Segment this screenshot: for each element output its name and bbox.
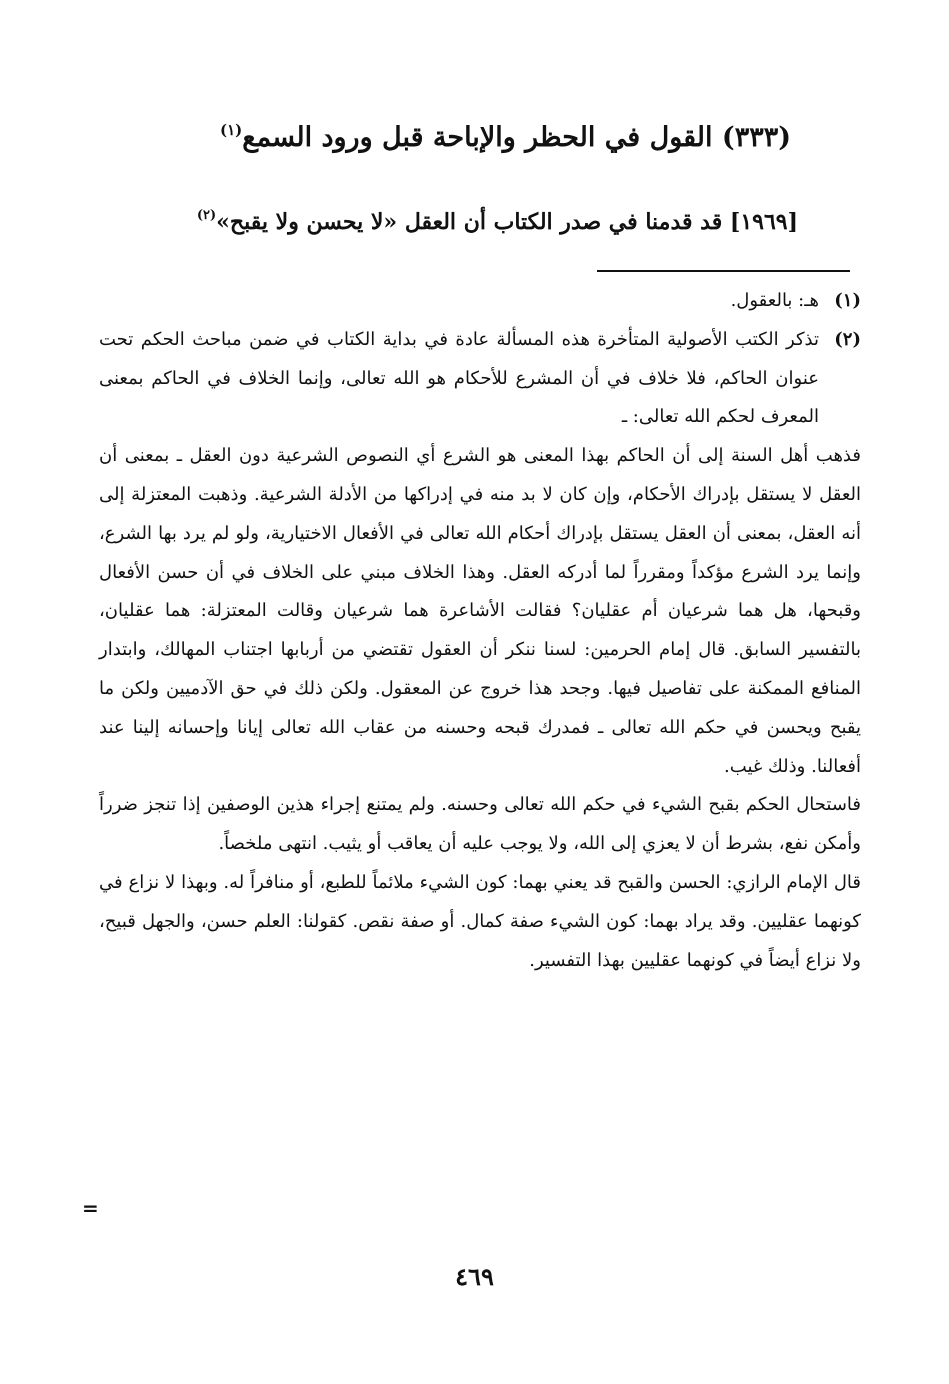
footnote-text <box>99 282 819 321</box>
footnote-paragraph: فاستحال الحكم بقبح الشيء في حكم الله تعالى وحسنه. ولم يمتنع إجراء هذين الوصفين إذا تنجز ضرراً وأمكن نفع، بشرط أن لا يعزي إلى الله، ولا يوجب عليه أن يعاقب أو يثيب. انتهى ملخصاً. <box>99 794 861 855</box>
main-paragraph <box>98 196 798 242</box>
page-number: ٤٦٩ <box>455 1262 494 1291</box>
footnote-paragraph: فذهب أهل السنة إلى أن الحاكم بهذا المعنى هو الشرع أي النصوص الشرعية دون العقل ـ بمعنى أن العقل لا يستقل بإدراك الأحكام، وإن كان لا بد منه في إدراكها من الأدلة الشرعية. وذهبت المعتزلة إلى أنه العقل، بمعنى أن العقل يستقل بإدراك أحكام الله تعالى في الأفعال الاختيارية، ولو لم يرد بها الشرع، وإنما يرد الشرع مؤكداً ومقرراً لما أدركه العقل. وهذا الخلاف مبني على الخلاف في أن حسن الأفعال وقبحها، هل هما شرعيان أم عقليان؟ فقالت الأشاعرة هما شرعيان وقالت المعتزلة: هما عقليان، بالتفسير السابق. قال إمام الحرمين: لسنا ننكر أن العقول تقتضي من أربابها اجتناب المهالك، وابتدار المنافع الممكنة على تفاصيل فيها. وجحد هذا خروج عن المعقول. ولكن ذلك في حق الآدميين ولكن ما يقبح ويحسن في حكم الله تعالى ـ فمدرك قبحه وحسنه من عقاب الله تعالى إيانا وإحسانه إلينا عند أفعالنا. وذلك غيب. <box>99 445 861 777</box>
footnote-separator <box>597 270 850 272</box>
paragraph-footnote-marker: (٢) <box>196 208 217 223</box>
footnote-paragraph: تذكر الكتب الأصولية المتأخرة هذه المسألة عادة في بداية الكتاب في ضمن مباحث الحكم تحت عنوان الحاكم، فلا خلاف في أن المشرع للأحكام هو الله تعالى، وإنما الخلاف في الحاكم بمعنى المعرف لحكم الله تعالى: ـ <box>99 328 819 428</box>
footnote-number: (٢) <box>834 328 861 350</box>
footnotes-section <box>99 282 861 980</box>
footnote-number: (١) <box>834 290 861 311</box>
main-paragraph-text: [١٩٦٩] قد قدمنا في صدر الكتاب أن العقل «لا يحسن ولا يقبح» <box>216 209 798 235</box>
footnote-paragraph: قال الإمام الرازي: الحسن والقبح قد يعني بهما: كون الشيء ملائماً للطبع، أو منافراً له. وبهذا لا نزاع في كونهما عقليين. وقد يراد بهما: كون الشيء صفة كمال. أو صفة نقص. كقولنا: العلم حسن، والجهل قبيح، ولا نزاع أيضاً في كونهما عقليين بهذا التفسير. <box>99 871 861 971</box>
footnote-text <box>99 321 819 437</box>
footnote-2-continued <box>99 437 861 980</box>
chapter-title <box>131 110 791 158</box>
chapter-footnote-marker: (١) <box>220 121 243 139</box>
continuation-mark: = <box>82 1196 99 1220</box>
footnote-2 <box>99 321 861 437</box>
chapter-title-text: (٣٣٣) القول في الحظر والإباحة قبل ورود السمع <box>242 122 791 153</box>
footnote-paragraph: هـ: بالعقول. <box>730 290 819 311</box>
footnote-1 <box>99 282 861 321</box>
